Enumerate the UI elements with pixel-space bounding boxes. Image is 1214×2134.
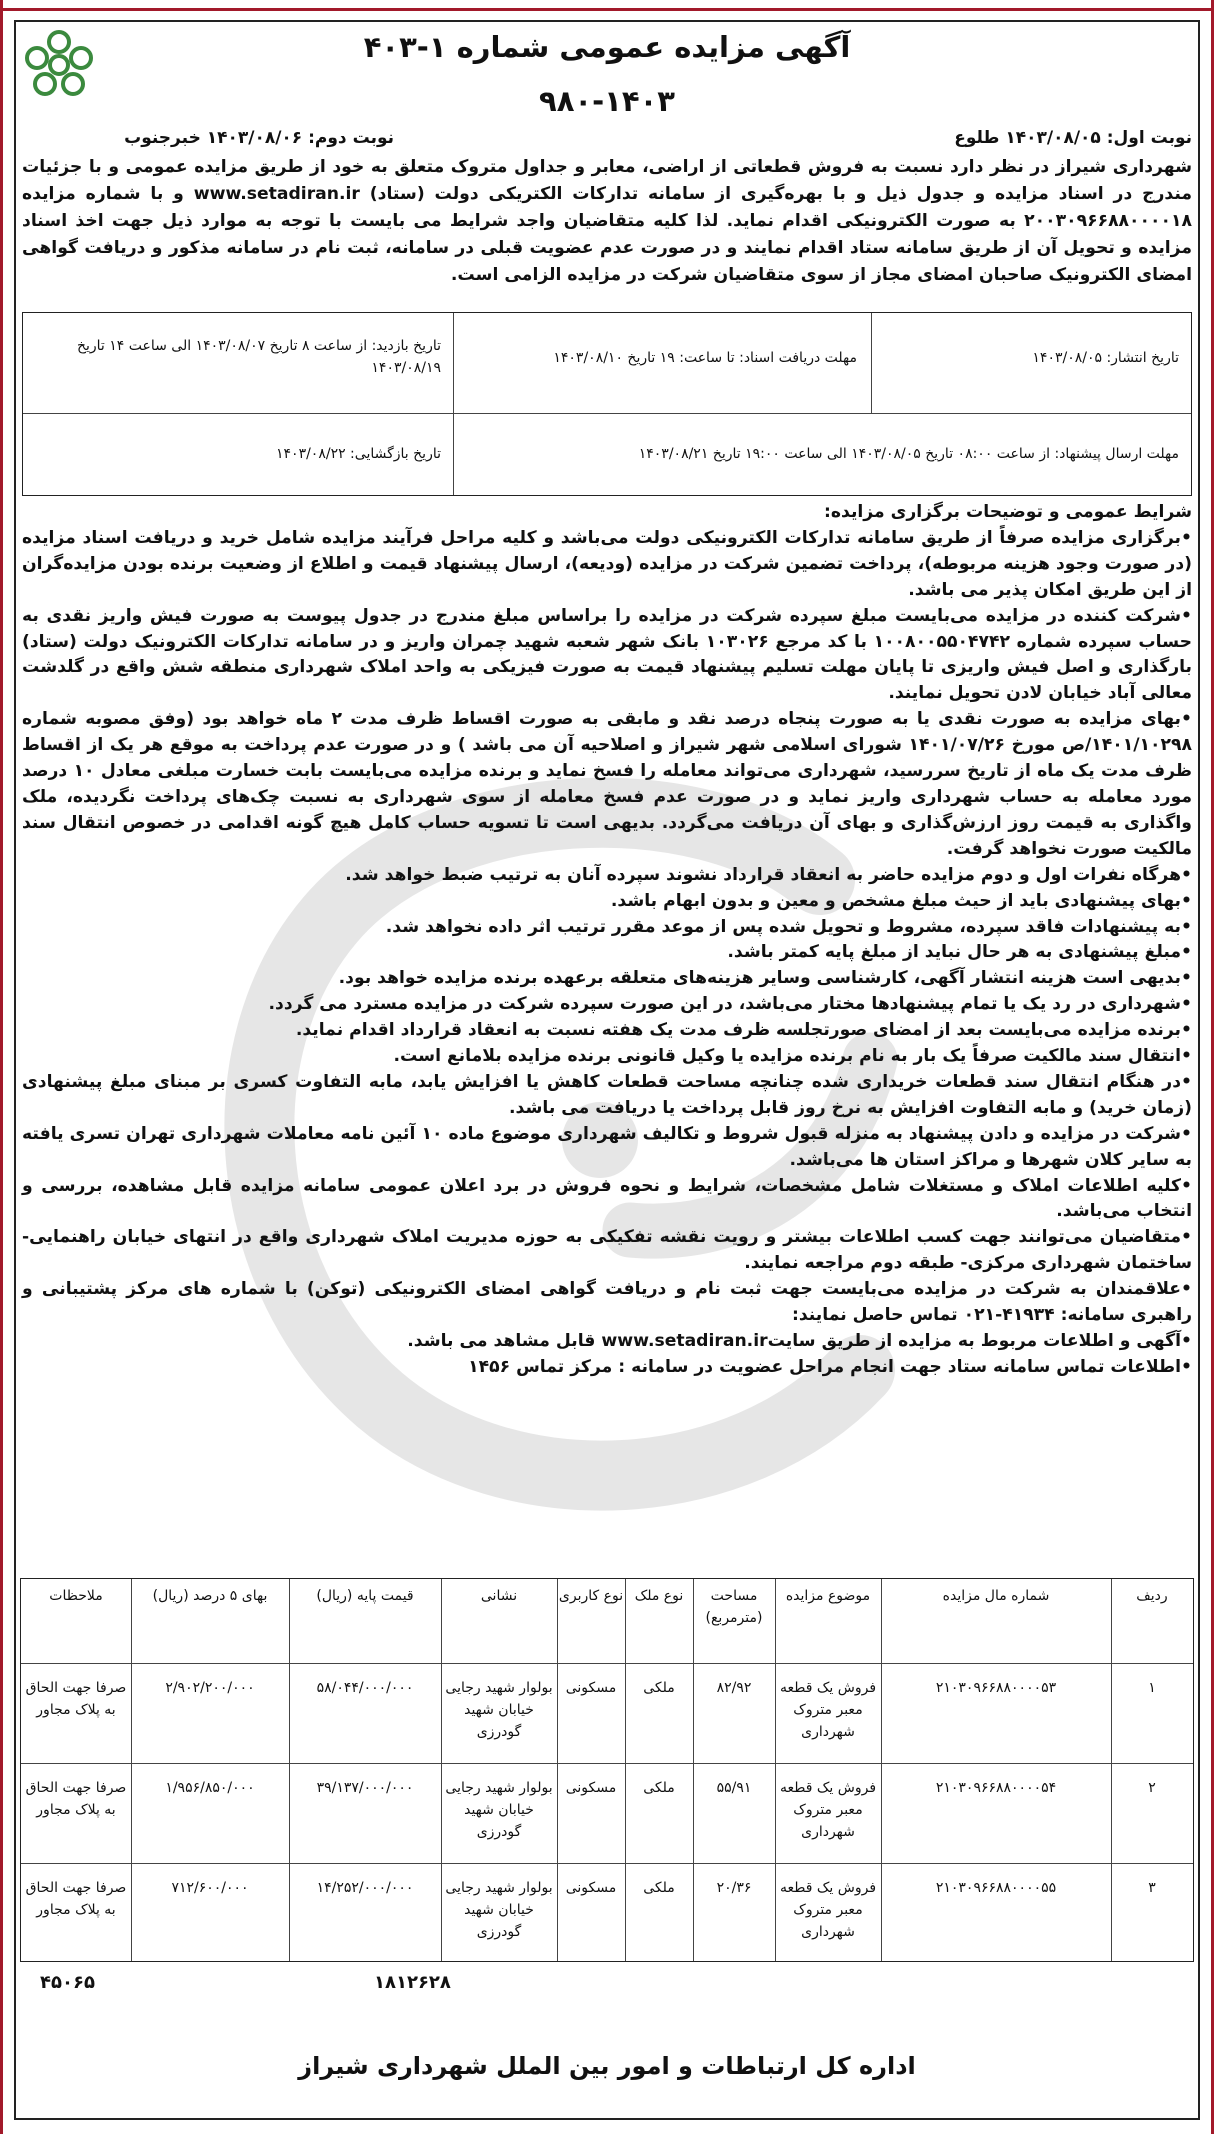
table-cell: صرفا جهت الحاق به پلاک مجاور [25,1880,127,1918]
col-header: شماره مال مزایده [942,1588,1050,1604]
condition-item: •آگهی و اطلاعات مربوط به مزایده از طریق سایتwww.setadiran.ir قابل مشاهد می باشد. [407,1331,1192,1351]
footer-code-mid: ۱۸۱۲۶۲۸ [374,1972,451,1993]
col-header: قیمت پایه (ریال) [316,1588,414,1604]
dates-table [22,312,1192,496]
table-cell: فروش یک قطعه معبر متروک شهرداری [779,1880,877,1940]
condition-item: •انتقال سند مالکیت صرفاً یک بار به نام برنده مزایده یا وکیل قانونی برنده مزایده بلامانع است. [393,1046,1192,1067]
condition-item: •هرگاه نفرات اول و دوم مزایده حاضر به انعقاد قرارداد نشوند سپرده آنان به ترتیب ضبط خواهد شد. [345,864,1192,885]
table-cell: ۱/۹۵۶/۸۵۰/۰۰۰ [165,1780,255,1796]
condition-item: •بهای مزایده به صورت نقدی یا به صورت پنجاه درصد نقد و مابقی به صورت اقساط ظرف مدت ۲ ماه خواهد بود (وفق مصوبه شماره ۱۴۰۱/۱۰۲۹۸/ص مورخ ۱۴۰۱/۰۷/۲۶ شورای اسلامی شهر شیراز و اصلاحیه آن می باشد ) و در صورت عدم پرداخت به موقع هر یک از اقساط ظرف مدت یک ماه از تاریخ سررسید، شهرداری می‌تواند معامله را فسخ نماید و برنده مزایده می‌بایست بابت خسارت مبلغی معادل ۱۰ درصد مورد معامله به حساب شهرداری واریز نماید و در صورت عدم فسخ معامله از سوی شهرداری به نسبت چک‌های پرداخت نگردیده، ملک واگذاری به قیمت روز ارزش‌گذاری و بهای آن دریافت می‌گردد. بدیهی است تا تسویه حساب کامل هیچ گونه اقدامی در خصوص انتقال سند مالکیت صورت نخواهد گرفت. [22,709,1192,859]
condition-item: •بهای پیشنهادی باید از حیث مبلغ مشخص و معین و بدون ابهام باشد. [610,890,1192,911]
footer-org-name: اداره کل ارتباطات و امور بین الملل شهرداری شیراز [298,2052,916,2080]
table-cell: بولوار شهید رجایی خیابان شهید گودرزی [445,1880,553,1940]
table-cell: بولوار شهید رجایی خیابان شهید گودرزی [445,1680,553,1740]
footer-code-left: ۴۵۰۶۵ [40,1972,95,1993]
table-cell: ۸۲/۹۲ [716,1680,752,1696]
table-cell: فروش یک قطعه معبر متروک شهرداری [779,1780,877,1840]
condition-item: •در هنگام انتقال سند قطعات خریداری شده چنانچه مساحت قطعات کاهش یا افزایش یابد، مابه التفاوت کسری بر مبنای مبلغ پیشنهادی (زمان خرید) و مابه التفاوت افزایش به نرخ روز قابل پرداخت یا دریافت می باشد. [22,1071,1192,1118]
table-cell: ۱ [1148,1680,1156,1696]
visit-date: تاریخ بازدید: از ساعت ۸ تاریخ ۱۴۰۳/۰۸/۰۷ الی ساعت ۱۴ تاریخ ۱۴۰۳/۰۸/۱۹ [76,338,441,376]
condition-item: •کلیه اطلاعات املاک و مستغلات شامل مشخصات، شرایط و نحوه فروش در برد اعلان عمومی سامانه مزایده قابل مشاهده، بررسی و انتخاب می‌باشد. [22,1175,1192,1222]
table-cell: مسکونی [565,1680,617,1696]
ad-title: آگهی مزایده عمومی شماره ۱-۴۰۳ [363,30,851,64]
publish-date: تاریخ انتشار: ۱۴۰۳/۰۸/۰۵ [1032,350,1179,366]
table-cell: مسکونی [565,1780,617,1796]
condition-item: •برگزاری مزایده صرفاً از طریق سامانه تدارکات الکترونیکی دولت می‌باشد و کلیه مراحل فرآیند مزایده شامل خرید و دریافت اسناد مزایده (در صورت وجود هزینه مربوطه)، پرداخت تضمین شرکت در مزایده (ودیعه)، ارسال پیشنهاد قیمت و اطلاع از وضعیت برنده بودن مزایده‌گران از این طریق امکان پذیر می باشد. [22,527,1192,600]
col-header: ردیف [1136,1588,1168,1604]
items-table [20,1578,1194,1962]
col-header: نشانی [480,1588,518,1604]
document-deadline: مهلت دریافت اسناد: تا ساعت: ۱۹ تاریخ ۱۴۰۳/۰۸/۱۰ [553,350,857,366]
table-cell: ۲ [1148,1780,1156,1796]
condition-item: •علاقمندان به شرکت در مزایده می‌بایست جهت ثبت نام و دریافت گواهی امضای الکترونیکی (توکن) با شماره های مرکز پشتیبانی و راهبری سامانه: ۴۱۹۳۴-۰۲۱ تماس حاصل نمایند: [22,1279,1192,1326]
table-cell: ۵۸/۰۴۴/۰۰۰/۰۰۰ [316,1680,414,1696]
left-red-border [0,0,3,2134]
table-cell: ۷۱۲/۶۰۰/۰۰۰ [171,1880,249,1896]
table-cell: ۲۱۰۳۰۹۶۶۸۸۰۰۰۰۵۵ [935,1880,1057,1896]
shiraz-municipality-logo-icon [22,28,96,102]
table-cell: ملکی [643,1780,675,1796]
conditions-section [22,500,1192,1381]
submission-deadline: مهلت ارسال پیشنهاد: از ساعت ۰۸:۰۰ تاریخ ۱۴۰۳/۰۸/۰۵ الی ساعت ۱۹:۰۰ تاریخ ۱۴۰۳/۰۸/۲۱ [638,446,1179,462]
col-header: ملاحظات [49,1588,103,1604]
col-header: نوع کاربری [558,1588,624,1604]
condition-item: •مبلغ پیشنهادی به هر حال نباید از مبلغ پایه کمتر باشد. [727,942,1192,963]
condition-item: •شرکت کننده در مزایده می‌بایست مبلغ سپرده شرکت در مزایده را براساس مبلغ مندرج در جدول پیوست به صورت فیش واریز نقدی به حساب سپرده شماره ۱۰۰۸۰۰۵۵۰۴۷۴۲ با کد مرجع ۱۰۳۰۲۶ بانک شهر شعبه شهید چمران واریز و در سامانه تدارکات الکترونیک دولت (ستاد) بارگذاری و اصل فیش واریزی تا پایان مهلت تسلیم پیشنهاد قیمت به صورت فیزیکی به واحد املاک شهرداری منطقه شش واقع در گلدشت معالی آباد خیابان لادن تحویل نمایند. [22,605,1192,704]
first-publication: نوبت اول: ۱۴۰۳/۰۸/۰۵ طلوع [954,128,1192,148]
opening-date: تاریخ بازگشایی: ۱۴۰۳/۰۸/۲۲ [276,446,441,462]
table-cell: ملکی [643,1680,675,1696]
condition-item: •شرکت در مزایده و دادن پیشنهاد به منزله قبول شروط و تکالیف شهرداری موضوع ماده ۱۰ آئین نامه معاملات شهرداری تهران تسری یافته به سایر کلان شهرها و مراکز استان ها می‌باشد. [22,1123,1192,1170]
ad-number: ۹۸۰-۱۴۰۳ [539,84,675,118]
table-cell: ۲/۹۰۲/۲۰۰/۰۰۰ [165,1680,255,1696]
table-cell: ۲۱۰۳۰۹۶۶۸۸۰۰۰۰۵۴ [935,1780,1057,1796]
condition-item: •برنده مزایده می‌بایست بعد از امضای صورتجلسه ظرف مدت یک هفته نسبت به انعقاد قرارداد اقدام نماید. [295,1020,1192,1041]
table-cell: ۲۰/۳۶ [716,1880,752,1896]
table-cell: مسکونی [565,1880,617,1896]
condition-item: •اطلاعات تماس سامانه ستاد جهت انجام مراحل عضویت در سامانه : مرکز تماس ۱۴۵۶ [468,1356,1192,1377]
table-cell: ۲۱۰۳۰۹۶۶۸۸۰۰۰۰۵۳ [935,1680,1057,1696]
table-cell: ملکی [643,1880,675,1896]
table-cell: ۳۹/۱۳۷/۰۰۰/۰۰۰ [316,1780,414,1796]
table-cell: ۱۴/۲۵۲/۰۰۰/۰۰۰ [316,1880,414,1896]
table-cell: ۵۵/۹۱ [716,1780,752,1796]
table-cell: فروش یک قطعه معبر متروک شهرداری [779,1680,877,1740]
conditions-heading: شرایط عمومی و توضیحات برگزاری مزایده: [824,502,1192,522]
table-cell: صرفا جهت الحاق به پلاک مجاور [25,1780,127,1818]
col-header: نوع ملک [634,1588,684,1604]
second-publication: نوبت دوم: ۱۴۰۳/۰۸/۰۶ خبرجنوب [124,128,394,148]
condition-item: •بدیهی است هزینه انتشار آگهی، کارشناسی وسایر هزینه‌های متعلقه برعهده برنده مزایده خواهد بود. [338,968,1192,989]
table-cell: ۳ [1148,1880,1156,1896]
top-red-border [0,0,1214,11]
condition-item: •متقاضیان می‌توانند جهت کسب اطلاعات بیشتر و رویت نقشه تفکیکی به حوزه مدیریت املاک شهرداری واقع در انتهای خیابان راهنمایی- ساختمان شهرداری مرکزی- طبقه دوم مراجعه نمایند. [22,1227,1192,1274]
col-header: موضوع مزایده [785,1588,871,1604]
table-cell: بولوار شهید رجایی خیابان شهید گودرزی [445,1780,553,1840]
condition-item: •به پیشنهادات فاقد سپرده، مشروط و تحویل شده پس از موعد مقرر ترتیب اثر داده نخواهد شد. [385,916,1192,937]
col-header: بهای ۵ درصد (ریال) [152,1588,268,1604]
table-cell: صرفا جهت الحاق به پلاک مجاور [25,1680,127,1718]
col-header: مساحت (مترمربع) [705,1588,763,1626]
intro-paragraph: شهرداری شیراز در نظر دارد نسبت به فروش قطعاتی از اراضی، معابر و جداول متروک متعلق به خود از طریق مزایده عمومی و با جزئیات مندرج در اسناد مزایده و جدول ذیل و با بهره‌گیری از سامانه تدارکات الکتریکی دولت (ستاد) www.setadiran.ir و با شماره مزایده ۲۰۰۳۰۹۶۶۸۸۰۰۰۰۱۸ به صورت الکترونیکی اقدام نماید. لذا کلیه متقاضیان واجد شرایط می بایست با توجه به موارد ذیل جهت اخذ اسناد مزایده و تحویل آن از طریق سامانه ستاد اقدام نمایند و در صورت عدم عضویت قبلی در سامانه، ثبت نام در سامانه مذکور و دریافت گواهی امضای الکترونیک صاحبان امضای مجاز از سوی متقاضیان شرکت در مزایده الزامی است. [22,157,1193,285]
condition-item: •شهرداری در رد یک یا تمام پیشنهادها مختار می‌باشد، در این صورت سپرده شرکت در مزایده مسترد می گردد. [268,994,1192,1015]
